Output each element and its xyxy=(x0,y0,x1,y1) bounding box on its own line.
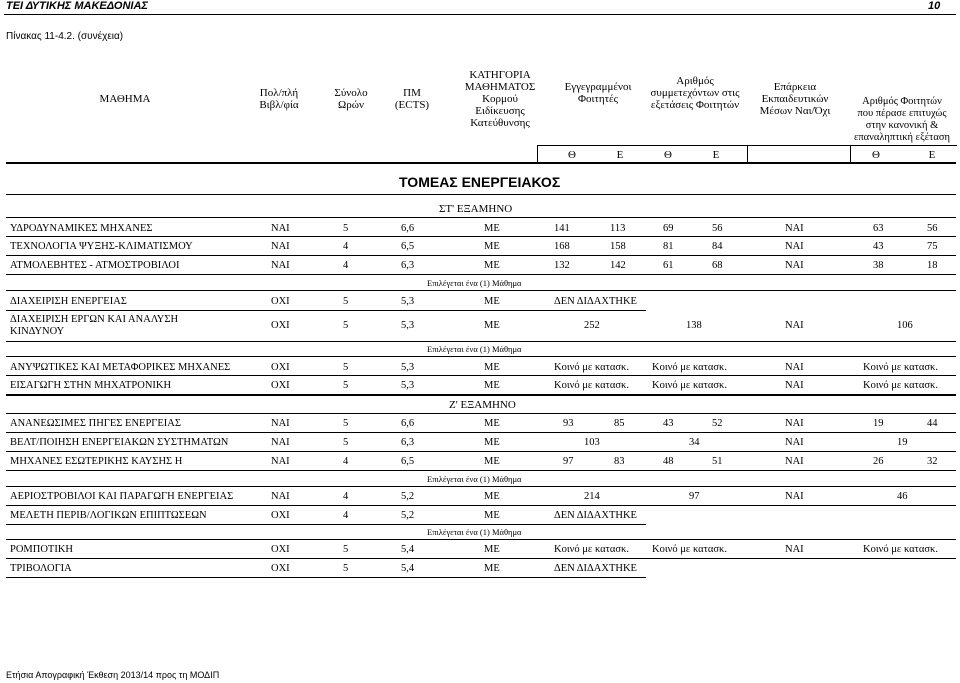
semester-heading: Ζ' ΕΞΑΜΗΝΟ xyxy=(449,399,516,411)
course-name: ΕΙΣΑΓΩΓΗ ΣΤΗΝ ΜΗΧΑΤΡΟΝΙΚΗ xyxy=(10,380,172,391)
participants-winter: 61 xyxy=(663,260,674,271)
total-hours: 5 xyxy=(343,437,349,448)
multi-books: ΝΑΙ xyxy=(271,491,290,502)
season-enrolled-spring: Ε xyxy=(616,149,624,161)
ects-value: 5,3 xyxy=(401,320,415,331)
passed-total: Κοινό με κατασκ. xyxy=(863,380,938,391)
row-rule xyxy=(6,310,646,311)
header-bottom-rule xyxy=(6,162,956,164)
category: ΜΕ xyxy=(484,241,500,252)
multi-books: ΟΧΙ xyxy=(271,563,290,574)
multi-books: ΟΧΙ xyxy=(271,296,290,307)
total-hours: 5 xyxy=(343,223,349,234)
row-rule xyxy=(6,539,956,540)
participants-spring: 68 xyxy=(712,260,723,271)
total-hours: 4 xyxy=(343,510,349,521)
passed-total: Κοινό με κατασκ. xyxy=(863,362,938,373)
row-rule xyxy=(6,524,646,525)
ects-value: 5,4 xyxy=(401,544,415,555)
col-hours: Σύνολο Ωρών xyxy=(334,87,368,111)
elective-note: Επιλέγεται ένα (1) Μάθημα xyxy=(427,527,522,537)
course-name: ΑΝΥΨΩΤΙΚΕΣ ΚΑΙ ΜΕΤΑΦΟΡΙΚΕΣ ΜΗΧΑΝΕΣ xyxy=(10,362,231,373)
season-participants-spring: Ε xyxy=(712,149,720,161)
enrolled-winter: 168 xyxy=(554,241,570,252)
elective-note: Επιλέγεται ένα (1) Μάθημα xyxy=(427,474,522,484)
sufficiency: ΝΑΙ xyxy=(785,223,804,234)
total-hours: 4 xyxy=(343,241,349,252)
row-rule xyxy=(6,341,956,342)
total-hours: 5 xyxy=(343,380,349,391)
row-rule xyxy=(6,505,956,506)
ects-value: 5,2 xyxy=(401,491,415,502)
multi-books: ΝΑΙ xyxy=(271,418,290,429)
sufficiency: ΝΑΙ xyxy=(785,260,804,271)
participants-winter: 48 xyxy=(663,456,674,467)
row-rule xyxy=(6,356,956,357)
col-category: ΚΑΤΗΓΟΡΙΑ ΜΑΘΗΜΑΤΟΣ Κορμού Ειδίκευσης Κατεύθυνσης xyxy=(464,69,536,129)
enrolled-total: 214 xyxy=(584,491,600,502)
section-rule xyxy=(6,194,956,195)
course-name: ΡΟΜΠΟΤΙΚΗ xyxy=(10,544,73,555)
participants-total: 97 xyxy=(689,491,700,502)
participants-spring: 52 xyxy=(712,418,723,429)
row-rule xyxy=(6,486,956,487)
season-divider xyxy=(747,145,748,163)
passed-winter: 38 xyxy=(873,260,884,271)
enrolled-winter: 93 xyxy=(563,418,574,429)
total-hours: 5 xyxy=(343,362,349,373)
season-divider xyxy=(537,145,538,163)
row-rule xyxy=(6,375,956,376)
participants-total: Κοινό με κατασκ. xyxy=(652,362,727,373)
ects-value: 6,5 xyxy=(401,456,415,467)
sufficiency: ΝΑΙ xyxy=(785,456,804,467)
passed-spring: 44 xyxy=(927,418,938,429)
semester-heading: ΣΤ' ΕΞΑΜΗΝΟ xyxy=(439,203,513,215)
sufficiency: ΝΑΙ xyxy=(785,418,804,429)
enrolled-total: 252 xyxy=(584,320,600,331)
institution-name: ΤΕΙ ΔΥΤΙΚΗΣ ΜΑΚΕΔΟΝΙΑΣ xyxy=(6,0,148,12)
col-enrolled: Εγγεγραμμένοι Φοιτητές xyxy=(564,81,632,105)
col-participants: Αριθμός συμμετεχόντων στις εξετάσεις Φοιτητών xyxy=(650,75,740,111)
course-name: ΥΔΡΟΔΥΝΑΜΙΚΕΣ ΜΗΧΑΝΕΣ xyxy=(10,223,153,234)
course-name: ΜΕΛΕΤΗ ΠΕΡΙΒ/ΛΟΓΙΚΩΝ ΕΠΙΠΤΩΣΕΩΝ xyxy=(10,510,207,521)
participants-spring: 56 xyxy=(712,223,723,234)
passed-spring: 75 xyxy=(927,241,938,252)
passed-total: 106 xyxy=(897,320,913,331)
enrolled-winter: 141 xyxy=(554,223,570,234)
multi-books: ΝΑΙ xyxy=(271,456,290,467)
multi-books: ΝΑΙ xyxy=(271,223,290,234)
participants-spring: 84 xyxy=(712,241,723,252)
category: ΜΕ xyxy=(484,437,500,448)
category: ΜΕ xyxy=(484,418,500,429)
total-hours: 4 xyxy=(343,456,349,467)
row-rule xyxy=(6,217,956,218)
total-hours: 5 xyxy=(343,320,349,331)
enrolled-spring: 85 xyxy=(614,418,625,429)
participants-total: Κοινό με κατασκ. xyxy=(652,380,727,391)
header-rule xyxy=(4,14,956,15)
col-passed: Αριθμός Φοιτητών που πέρασε επιτυχώς στην κανονική & επαναληπτική εξέταση xyxy=(853,96,951,143)
footer-text: Ετήσια Απογραφική Έκθεση 2013/14 προς τη ΜΟΔΙΠ xyxy=(6,670,220,680)
row-rule xyxy=(6,432,956,433)
row-rule xyxy=(6,290,956,291)
season-enrolled-winter: Θ xyxy=(568,149,576,161)
total-hours: 5 xyxy=(343,563,349,574)
row-rule xyxy=(6,558,956,559)
total-hours: 4 xyxy=(343,260,349,271)
elective-note: Επιλέγεται ένα (1) Μάθημα xyxy=(427,344,522,354)
season-participants-winter: Θ xyxy=(664,149,672,161)
course-name: ΤΡΙΒΟΛΟΓΙΑ xyxy=(10,563,72,574)
row-rule xyxy=(6,451,956,452)
category: ΜΕ xyxy=(484,563,500,574)
ects-value: 5,2 xyxy=(401,510,415,521)
enrolled-spring: 83 xyxy=(614,456,625,467)
ects-value: 6,3 xyxy=(401,260,415,271)
total-hours: 5 xyxy=(343,418,349,429)
course-name: ΔΙΑΧΕΙΡΙΣΗ ΕΡΓΩΝ ΚΑΙ ΑΝΑΛΥΣΗ ΚΙΝΔΥΝΟΥ xyxy=(10,314,179,337)
course-name: ΜΗΧΑΝΕΣ ΕΣΩΤΕΡΙΚΗΣ ΚΑΥΣΗΣ Η xyxy=(10,456,183,467)
col-ects: ΠΜ (ECTS) xyxy=(394,87,430,111)
enrolled-spring: 113 xyxy=(610,223,626,234)
category: ΜΕ xyxy=(484,320,500,331)
season-passed-winter: Θ xyxy=(872,149,880,161)
table-caption: Πίνακας 11-4.2. (συνέχεια) xyxy=(6,31,124,42)
course-name: ΤΕΧΝΟΛΟΓΙΑ ΨΥΞΗΣ-ΚΛΙΜΑΤΙΣΜΟΥ xyxy=(10,241,193,252)
participants-winter: 81 xyxy=(663,241,674,252)
passed-winter: 26 xyxy=(873,456,884,467)
row-rule xyxy=(6,274,956,275)
section-title: ΤΟΜΕΑΣ ΕΝΕΡΓΕΙΑΚΟΣ xyxy=(399,174,561,190)
sufficiency: ΝΑΙ xyxy=(785,320,804,331)
participants-winter: 69 xyxy=(663,223,674,234)
enrolled-total: Κοινό με κατασκ. xyxy=(554,544,629,555)
participants-total: 34 xyxy=(689,437,700,448)
passed-spring: 18 xyxy=(927,260,938,271)
not-taught-status: ΔΕΝ ΔΙΔΑΧΤΗΚΕ xyxy=(554,563,637,574)
row-rule xyxy=(6,470,956,471)
row-rule xyxy=(6,394,956,396)
category: ΜΕ xyxy=(484,223,500,234)
course-name: ΑΕΡΙΟΣΤΡΟΒΙΛΟΙ ΚΑΙ ΠΑΡΑΓΩΓΗ ΕΝΕΡΓΕΙΑΣ xyxy=(10,491,234,502)
passed-winter: 43 xyxy=(873,241,884,252)
passed-winter: 19 xyxy=(873,418,884,429)
ects-value: 5,3 xyxy=(401,362,415,373)
col-subject: ΜΑΘΗΜΑ xyxy=(99,93,151,105)
sufficiency: ΝΑΙ xyxy=(785,362,804,373)
enrolled-total: 103 xyxy=(584,437,600,448)
sufficiency: ΝΑΙ xyxy=(785,380,804,391)
participants-winter: 43 xyxy=(663,418,674,429)
passed-total: 46 xyxy=(897,491,908,502)
course-name: ΑΤΜΟΛΕΒΗΤΕΣ - ΑΤΜΟΣΤΡΟΒΙΛΟΙ xyxy=(10,260,180,271)
row-rule xyxy=(6,236,956,237)
col-sufficiency: Επάρκεια Εκπαιδευτικών Μέσων Ναι/Όχι xyxy=(759,81,831,117)
total-hours: 5 xyxy=(343,544,349,555)
row-rule xyxy=(6,577,646,578)
passed-spring: 32 xyxy=(927,456,938,467)
course-name: ΔΙΑΧΕΙΡΙΣΗ ΕΝΕΡΓΕΙΑΣ xyxy=(10,296,127,307)
page-number: 10 xyxy=(928,0,941,12)
ects-value: 5,3 xyxy=(401,380,415,391)
sufficiency: ΝΑΙ xyxy=(785,437,804,448)
enrolled-winter: 132 xyxy=(554,260,570,271)
category: ΜΕ xyxy=(484,362,500,373)
category: ΜΕ xyxy=(484,544,500,555)
enrolled-spring: 142 xyxy=(610,260,626,271)
category: ΜΕ xyxy=(484,296,500,307)
season-passed-spring: Ε xyxy=(928,149,936,161)
ects-value: 6,3 xyxy=(401,437,415,448)
row-rule xyxy=(6,413,956,414)
passed-spring: 56 xyxy=(927,223,938,234)
ects-value: 6,6 xyxy=(401,223,415,234)
category: ΜΕ xyxy=(484,491,500,502)
enrolled-winter: 97 xyxy=(563,456,574,467)
multi-books: ΝΑΙ xyxy=(271,260,290,271)
enrolled-spring: 158 xyxy=(610,241,626,252)
passed-total: 19 xyxy=(897,437,908,448)
sufficiency: ΝΑΙ xyxy=(785,491,804,502)
multi-books: ΝΑΙ xyxy=(271,241,290,252)
participants-total: 138 xyxy=(686,320,702,331)
category: ΜΕ xyxy=(484,510,500,521)
course-name: ΑΝΑΝΕΩΣΙΜΕΣ ΠΗΓΕΣ ΕΝΕΡΓΕΙΑΣ xyxy=(10,418,181,429)
season-divider xyxy=(850,145,851,163)
sufficiency: ΝΑΙ xyxy=(785,544,804,555)
enrolled-total: Κοινό με κατασκ. xyxy=(554,362,629,373)
category: ΜΕ xyxy=(484,380,500,391)
passed-total: Κοινό με κατασκ. xyxy=(863,544,938,555)
participants-total: Κοινό με κατασκ. xyxy=(652,544,727,555)
multi-books: ΟΧΙ xyxy=(271,320,290,331)
multi-books: ΟΧΙ xyxy=(271,510,290,521)
row-rule xyxy=(6,255,956,256)
not-taught-status: ΔΕΝ ΔΙΔΑΧΤΗΚΕ xyxy=(554,510,637,521)
ects-value: 6,6 xyxy=(401,418,415,429)
category: ΜΕ xyxy=(484,260,500,271)
course-name: ΒΕΛΤ/ΠΟΙΗΣΗ ΕΝΕΡΓΕΙΑΚΩΝ ΣΥΣΤΗΜΑΤΩΝ xyxy=(10,437,229,448)
passed-winter: 63 xyxy=(873,223,884,234)
total-hours: 5 xyxy=(343,296,349,307)
multi-books: ΟΧΙ xyxy=(271,362,290,373)
participants-spring: 51 xyxy=(712,456,723,467)
multi-books: ΟΧΙ xyxy=(271,380,290,391)
category: ΜΕ xyxy=(484,456,500,467)
ects-value: 5,3 xyxy=(401,296,415,307)
col-multi: Πολ/πλή Βιβλ/φία xyxy=(259,87,299,111)
enrolled-total: Κοινό με κατασκ. xyxy=(554,380,629,391)
sufficiency: ΝΑΙ xyxy=(785,241,804,252)
multi-books: ΟΧΙ xyxy=(271,544,290,555)
not-taught-status: ΔΕΝ ΔΙΔΑΧΤΗΚΕ xyxy=(554,296,637,307)
multi-books: ΝΑΙ xyxy=(271,437,290,448)
total-hours: 4 xyxy=(343,491,349,502)
elective-note: Επιλέγεται ένα (1) Μάθημα xyxy=(427,278,522,288)
ects-value: 6,5 xyxy=(401,241,415,252)
ects-value: 5,4 xyxy=(401,563,415,574)
